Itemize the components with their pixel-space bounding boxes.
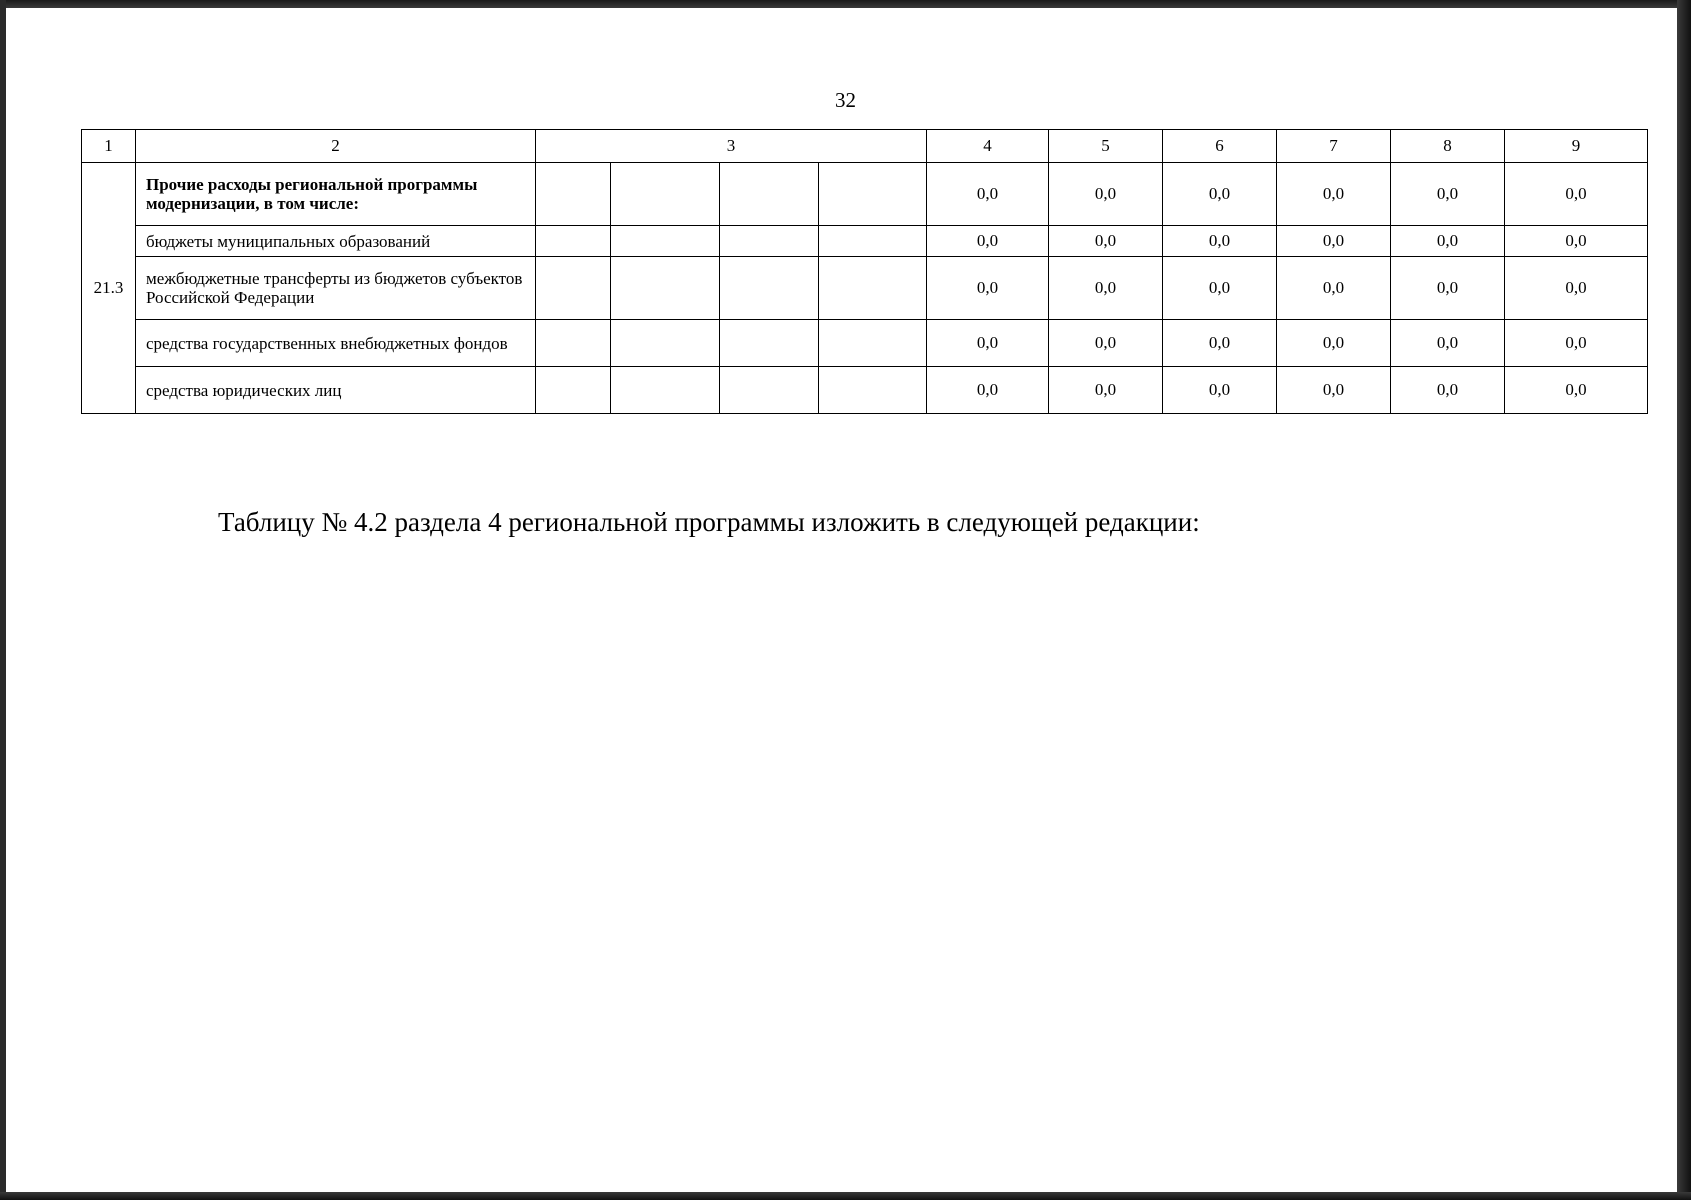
value-cell: 0,0 [1505,226,1648,257]
value-cell: 0,0 [1277,320,1391,367]
value-cell: 0,0 [927,163,1049,226]
value-cell: 0,0 [1277,226,1391,257]
value-cell: 0,0 [1505,257,1648,320]
empty-cell [720,320,819,367]
value-cell: 0,0 [1391,257,1505,320]
table-row [82,257,1648,320]
header-cell: 8 [1391,130,1505,163]
value-cell: 0,0 [927,226,1049,257]
empty-cell [611,320,720,367]
value-cell: 0,0 [1049,257,1163,320]
row-label: средства государственных внебюджетных фондов [136,320,536,367]
value-cell: 0,0 [1049,320,1163,367]
header-cell: 4 [927,130,1049,163]
value-cell: 0,0 [927,367,1049,414]
scan-edge-top [0,0,1691,8]
funding-table [81,129,1648,414]
table-header-row [82,130,1648,163]
value-cell: 0,0 [1391,320,1505,367]
value-cell: 0,0 [1391,367,1505,414]
header-cell: 6 [1163,130,1277,163]
empty-cell [819,320,927,367]
table-row [82,226,1648,257]
value-cell: 0,0 [1049,226,1163,257]
empty-cell [819,257,927,320]
empty-cell [720,367,819,414]
empty-cell [611,163,720,226]
empty-cell [819,367,927,414]
value-cell: 0,0 [1505,163,1648,226]
value-cell: 0,0 [1505,367,1648,414]
value-cell: 0,0 [1391,163,1505,226]
value-cell: 0,0 [1277,257,1391,320]
row-label: межбюджетные трансферты из бюджетов субъектов Российской Федерации [136,257,536,320]
empty-cell [611,226,720,257]
row-label: средства юридических лиц [136,367,536,414]
page-number: 32 [835,88,856,112]
value-cell: 0,0 [1505,320,1648,367]
row-id-cell: 21.3 [82,163,136,414]
empty-cell [536,163,611,226]
row-label: бюджеты муниципальных образований [136,226,536,257]
scan-edge-left [0,0,6,1200]
value-cell: 0,0 [1277,163,1391,226]
empty-cell [536,226,611,257]
header-cell: 2 [136,130,536,163]
value-cell: 0,0 [1163,226,1277,257]
header-cell: 1 [82,130,136,163]
table-row [82,163,1648,226]
empty-cell [536,367,611,414]
header-cell: 9 [1505,130,1648,163]
value-cell: 0,0 [1163,320,1277,367]
scan-edge-right [1677,0,1691,1200]
empty-cell [611,367,720,414]
empty-cell [720,163,819,226]
value-cell: 0,0 [927,257,1049,320]
value-cell: 0,0 [1391,226,1505,257]
value-cell: 0,0 [1049,367,1163,414]
empty-cell [819,163,927,226]
table-row [82,320,1648,367]
empty-cell [536,320,611,367]
value-cell: 0,0 [1049,163,1163,226]
empty-cell [819,226,927,257]
table-row [82,367,1648,414]
value-cell: 0,0 [1163,257,1277,320]
empty-cell [720,226,819,257]
value-cell: 0,0 [1277,367,1391,414]
scan-edge-bottom [0,1192,1691,1200]
value-cell: 0,0 [1163,163,1277,226]
header-cell: 7 [1277,130,1391,163]
value-cell: 0,0 [927,320,1049,367]
value-cell: 0,0 [1163,367,1277,414]
header-cell: 3 [536,130,927,163]
header-cell: 5 [1049,130,1163,163]
empty-cell [720,257,819,320]
row-label: Прочие расходы региональной программы модернизации, в том числе: [136,163,536,226]
instruction-text: Таблицу № 4.2 раздела 4 региональной программы изложить в следующей редакции: [218,507,1200,537]
empty-cell [536,257,611,320]
empty-cell [611,257,720,320]
